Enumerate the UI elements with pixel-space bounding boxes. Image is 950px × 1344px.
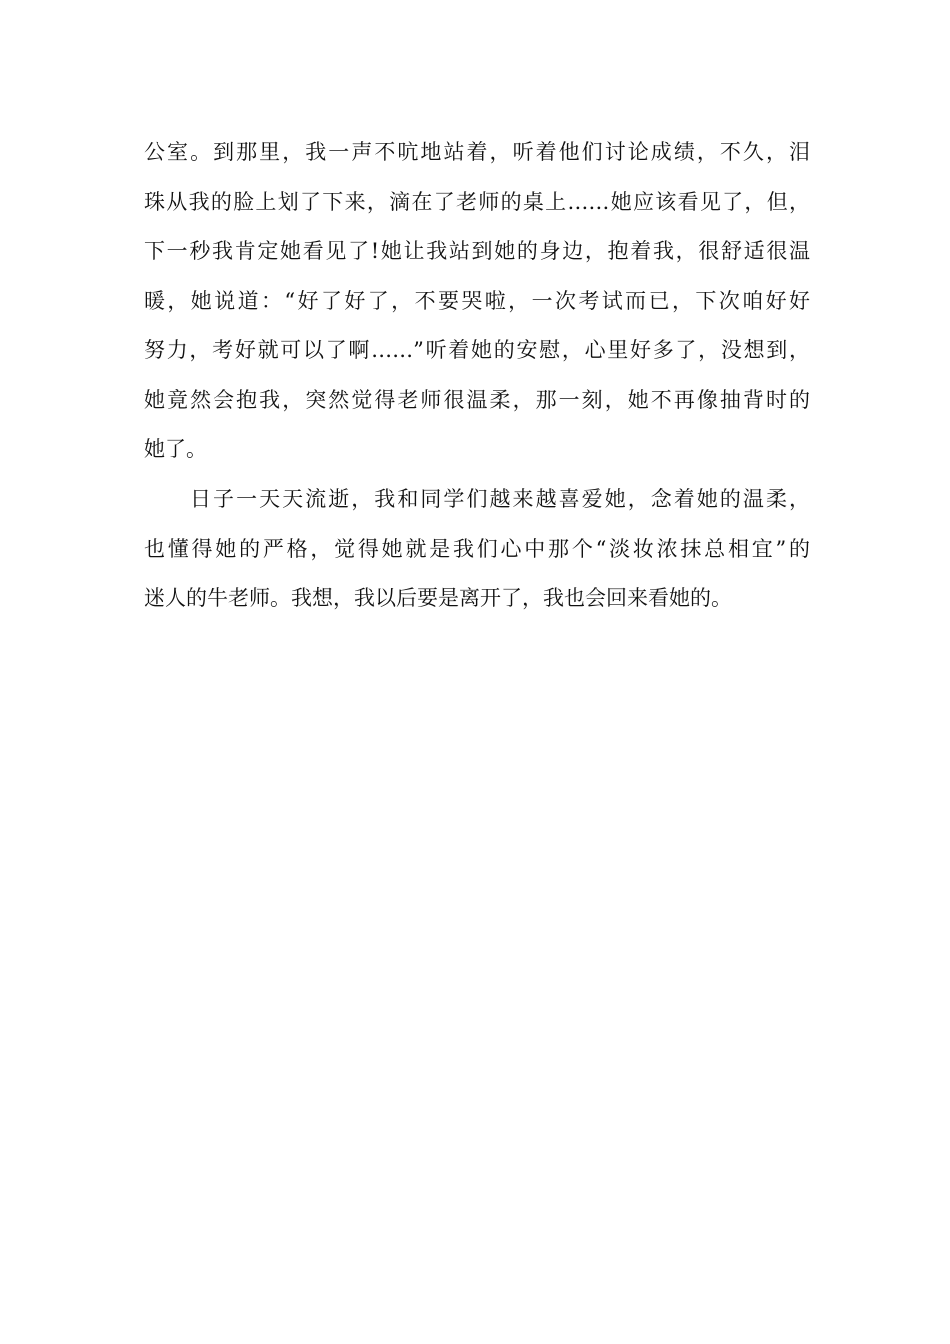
paragraph-line: 努力，考好就可以了啊……”听着她的安慰，心里好多了，没想到， xyxy=(144,338,810,362)
paragraph-line: 暖，她说道：“好了好了，不要哭啦，一次考试而已，下次咱好好 xyxy=(144,288,810,313)
paragraph-line: 日子一天天流逝，我和同学们越来越喜爱她，念着她的温柔， xyxy=(190,487,810,511)
paragraph-line: 迷人的牛老师。我想，我以后要是离开了，我也会回来看她的。 xyxy=(144,586,732,610)
paragraph-line: 她竟然会抱我，突然觉得老师很温柔，那一刻，她不再像抽背时的 xyxy=(144,387,810,412)
paragraph-line: 她了。 xyxy=(144,437,207,461)
paragraph-2 xyxy=(144,475,810,624)
paragraph-line: 下一秒我肯定她看见了!她让我站到她的身边，抱着我，很舒适很温 xyxy=(144,239,810,263)
paragraph-1 xyxy=(144,128,810,475)
paragraph-line: 公室。到那里，我一声不吭地站着，听着他们讨论成绩，不久，泪 xyxy=(144,140,810,164)
paragraph-line: 也懂得她的严格，觉得她就是我们心中那个“淡妆浓抹总相宜”的 xyxy=(144,536,810,561)
paragraph-line: 珠从我的脸上划了下来，滴在了老师的桌上……她应该看见了，但， xyxy=(144,189,810,214)
